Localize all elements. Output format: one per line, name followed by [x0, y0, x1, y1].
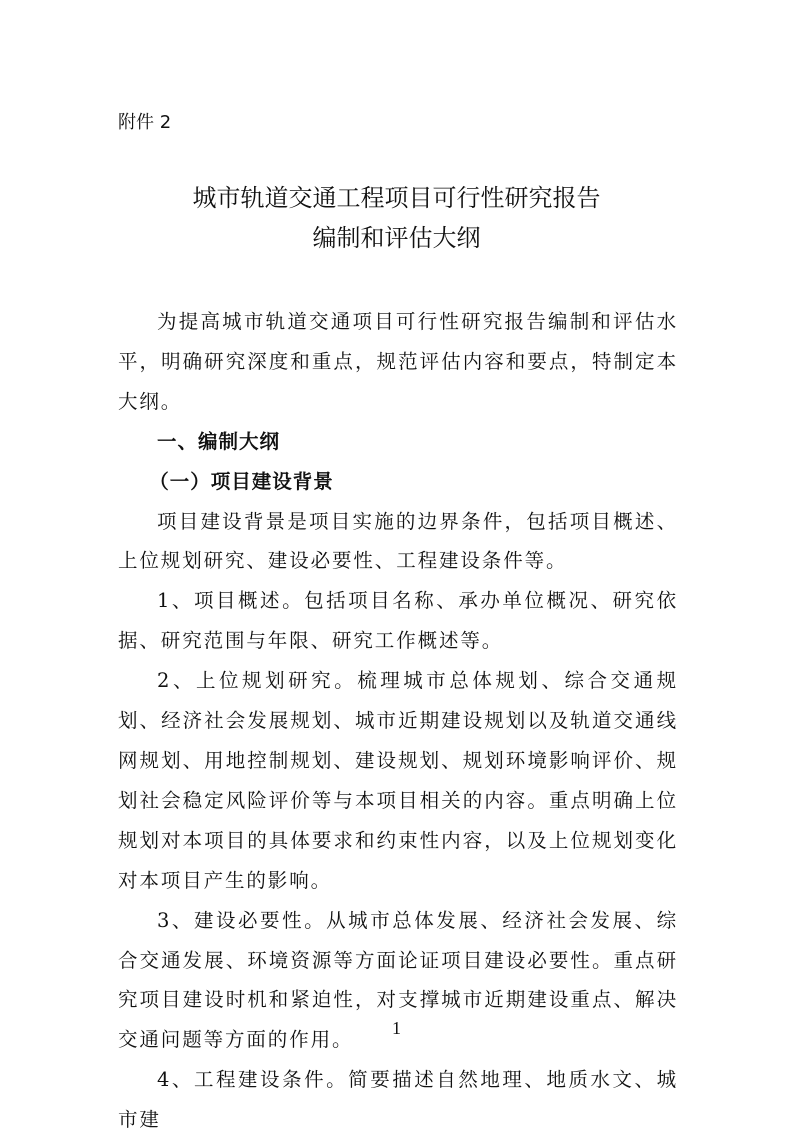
title-line-2: 编制和评估大纲	[312, 224, 481, 252]
list-item: 2、上位规划研究。梳理城市总体规划、综合交通规划、经济社会发展规划、城市近期建设规划以及轨道交通线网规划、用地控制规划、建设规划、规划环境影响评价、规划社会稳定风险评价等与本项目相关的内容。重点明确上位规划对本项目的具体要求和约束性内容，以及上位规划变化对本项目产生的影响。	[118, 669, 678, 892]
list-item: 4、工程建设条件。简要描述自然地理、地质水文、城市建	[118, 1068, 678, 1132]
intro-paragraph: 为提高城市轨道交通项目可行性研究报告编制和评估水平，明确研究深度和重点，规范评估内容和要点，特制定本大纲。	[118, 310, 678, 413]
list-item: 1、项目概述。包括项目名称、承办单位概况、研究依据、研究范围与年限、研究工作概述等。	[118, 589, 678, 653]
section-heading: 一、编制大纲	[157, 429, 281, 453]
subsection-heading: （一）项目建设背景	[149, 469, 334, 493]
document-body	[118, 302, 678, 1140]
document-title	[0, 178, 793, 258]
page-number: 1	[392, 1018, 401, 1038]
attachment-label: 附件 2	[118, 112, 172, 133]
subsection-intro: 项目建设背景是项目实施的边界条件，包括项目概述、上位规划研究、建设必要性、工程建设条件等。	[118, 509, 678, 573]
list-item: 3、建设必要性。从城市总体发展、经济社会发展、综合交通发展、环境资源等方面论证项目建设必要性。重点研究项目建设时机和紧迫性，对支撑城市近期建设重点、解决交通问题等方面的作用。	[118, 908, 678, 1052]
title-line-1: 城市轨道交通工程项目可行性研究报告	[192, 184, 601, 212]
